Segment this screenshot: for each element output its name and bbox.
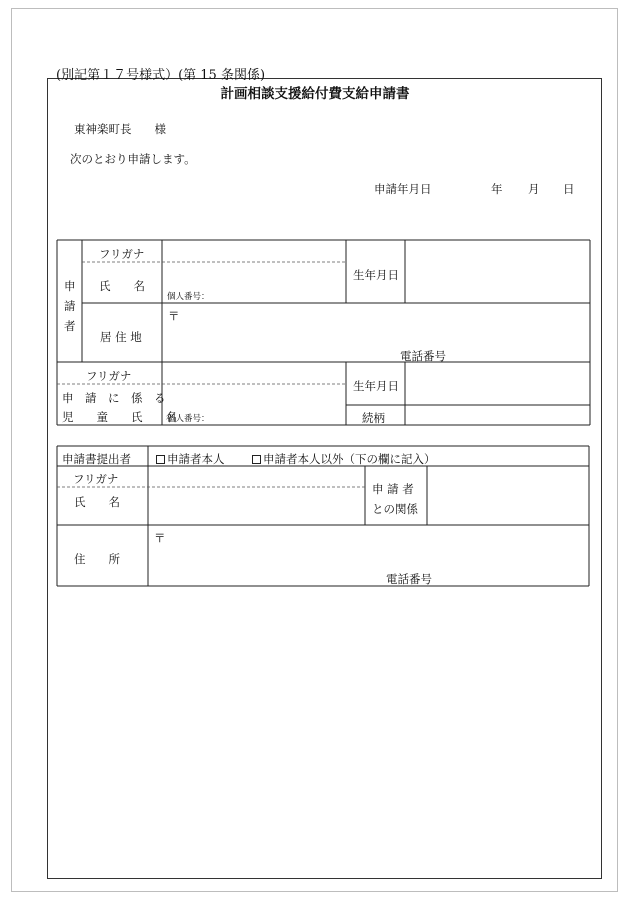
relation-label-line2: との関係 xyxy=(372,502,418,516)
applicant-birth-date-label: 生年月日 xyxy=(353,268,399,282)
submitter-postal-mark: 〒 xyxy=(154,531,166,545)
option-other-than-applicant[interactable] xyxy=(252,451,436,467)
applicant-furigana-label: フリガナ xyxy=(99,247,145,261)
option-self-label: 申請者本人 xyxy=(167,452,225,466)
applicant-side-label-3: 者 xyxy=(64,319,76,333)
applicant-residence-label: 居 住 地 xyxy=(100,330,142,344)
submitter-phone-label: 電話番号 xyxy=(386,572,432,586)
option-applicant-self[interactable] xyxy=(156,451,225,467)
addressee: 東神楽町長 様 xyxy=(74,122,166,136)
applicant-side-label-2: 請 xyxy=(64,299,76,313)
child-label-line2: 児 童 氏 名 xyxy=(62,410,177,424)
day-label: 日 xyxy=(563,182,575,196)
checkbox-self[interactable] xyxy=(156,455,165,464)
applicant-side-label-1: 申 xyxy=(64,279,76,293)
child-birth-date-label: 生年月日 xyxy=(353,379,399,393)
child-label-line1: 申 請 に 係 る xyxy=(62,391,166,405)
application-date-label: 申請年月日 xyxy=(374,182,432,196)
child-personal-number-label: 個人番号： xyxy=(167,414,210,424)
child-furigana-label: フリガナ xyxy=(86,369,132,383)
checkbox-other[interactable] xyxy=(252,455,261,464)
submitter-name-label: 氏 名 xyxy=(74,495,120,509)
submitter-label: 申請書提出者 xyxy=(62,452,131,466)
child-relationship-label: 続柄 xyxy=(362,411,385,425)
submitter-furigana-label: フリガナ xyxy=(73,472,119,486)
relation-label-line1: 申 請 者 xyxy=(372,482,414,496)
applicant-postal-mark: 〒 xyxy=(168,309,180,323)
year-label: 年 xyxy=(491,182,503,196)
form-title: 計画相談支援給付費支給申請書 xyxy=(220,86,410,102)
submitter-address-label: 住 所 xyxy=(74,552,120,566)
form-number-note: (別記第１７号様式）(第 15 条関係) xyxy=(56,68,266,83)
intro-text: 次のとおり申請します。 xyxy=(70,152,196,166)
month-label: 月 xyxy=(528,182,540,196)
applicant-personal-number-label: 個人番号： xyxy=(167,292,210,302)
option-other-label: 申請者本人以外（下の欄に記入） xyxy=(263,452,436,466)
applicant-name-label: 氏 名 xyxy=(99,279,145,293)
applicant-phone-label: 電話番号 xyxy=(400,349,446,363)
